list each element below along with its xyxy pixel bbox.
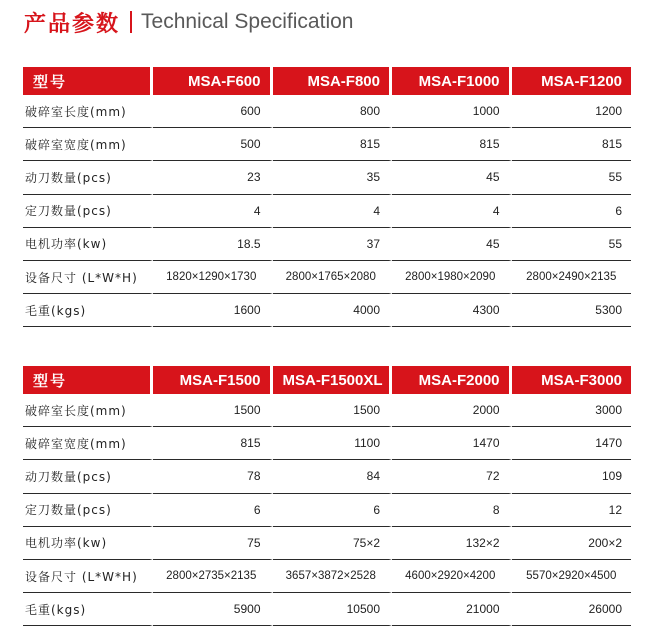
spec-table-1	[23, 67, 631, 327]
title-divider	[130, 11, 132, 33]
table-cell: 2800×2735×2135	[153, 560, 273, 593]
model-header-label: 型号	[23, 67, 153, 95]
table-cell: 45	[392, 161, 512, 194]
table-cell: 18.5	[153, 228, 273, 261]
table-cell: 815	[273, 128, 393, 161]
table-cell: 815	[153, 427, 273, 460]
model-column-header: MSA-F1000	[392, 67, 512, 95]
row-label: 破碎室宽度(mm)	[23, 128, 153, 161]
table-cell: 75	[153, 527, 273, 560]
table-cell: 6	[273, 494, 393, 527]
table-cell: 84	[273, 460, 393, 493]
table-cell: 109	[512, 460, 632, 493]
table-cell: 2800×2490×2135	[512, 261, 632, 294]
model-column-header: MSA-F1500	[153, 366, 273, 394]
table-row	[23, 294, 631, 327]
row-label: 设备尺寸 (L*W*H)	[23, 560, 153, 593]
table-cell: 4	[153, 195, 273, 228]
table-row	[23, 560, 631, 593]
table-cell: 12	[512, 494, 632, 527]
table-cell: 72	[392, 460, 512, 493]
row-label: 设备尺寸 (L*W*H)	[23, 261, 153, 294]
table-cell: 2800×1765×2080	[273, 261, 393, 294]
table-cell: 26000	[512, 593, 632, 626]
spec-table-2	[23, 366, 631, 626]
model-header-label: 型号	[23, 366, 153, 394]
table-cell: 1500	[273, 394, 393, 427]
model-column-header: MSA-F1200	[512, 67, 632, 95]
table-row	[23, 95, 631, 128]
row-label: 破碎室长度(mm)	[23, 95, 153, 128]
table-row	[23, 261, 631, 294]
table-row	[23, 394, 631, 427]
model-column-header: MSA-F1500XL	[273, 366, 393, 394]
row-label: 定刀数量(pcs)	[23, 195, 153, 228]
table-cell: 21000	[392, 593, 512, 626]
table-row	[23, 460, 631, 493]
table-cell: 4	[392, 195, 512, 228]
row-label: 毛重(kgs)	[23, 593, 153, 626]
row-label: 破碎室长度(mm)	[23, 394, 153, 427]
table-cell: 500	[153, 128, 273, 161]
table-cell: 5900	[153, 593, 273, 626]
table-cell: 78	[153, 460, 273, 493]
table-cell: 1470	[512, 427, 632, 460]
page-title-english: Technical Specification	[141, 10, 354, 33]
table-cell: 1000	[392, 95, 512, 128]
table-cell: 6	[512, 195, 632, 228]
table-header-row	[23, 67, 631, 95]
table-cell: 3000	[512, 394, 632, 427]
table-row	[23, 494, 631, 527]
table-row	[23, 593, 631, 626]
model-column-header: MSA-F2000	[392, 366, 512, 394]
row-label: 动刀数量(pcs)	[23, 161, 153, 194]
table-cell: 35	[273, 161, 393, 194]
table-cell: 132×2	[392, 527, 512, 560]
table-cell: 200×2	[512, 527, 632, 560]
table-cell: 1470	[392, 427, 512, 460]
row-label: 定刀数量(pcs)	[23, 494, 153, 527]
table-cell: 2000	[392, 394, 512, 427]
table-cell: 2800×1980×2090	[392, 261, 512, 294]
table-cell: 5570×2920×4500	[512, 560, 632, 593]
table-cell: 815	[392, 128, 512, 161]
table-cell: 4600×2920×4200	[392, 560, 512, 593]
table-cell: 4300	[392, 294, 512, 327]
table-cell: 4000	[273, 294, 393, 327]
table-cell: 4	[273, 195, 393, 228]
table-cell: 6	[153, 494, 273, 527]
table-row	[23, 427, 631, 460]
page-header	[24, 6, 353, 38]
table-cell: 1500	[153, 394, 273, 427]
table-cell: 5300	[512, 294, 632, 327]
table-row	[23, 527, 631, 560]
model-column-header: MSA-F600	[153, 67, 273, 95]
table-cell: 1820×1290×1730	[153, 261, 273, 294]
row-label: 电机功率(kw)	[23, 527, 153, 560]
table-cell: 800	[273, 95, 393, 128]
table-header-row	[23, 366, 631, 394]
table-cell: 37	[273, 228, 393, 261]
table-cell: 23	[153, 161, 273, 194]
table-cell: 1200	[512, 95, 632, 128]
table-cell: 600	[153, 95, 273, 128]
table-cell: 45	[392, 228, 512, 261]
table-cell: 815	[512, 128, 632, 161]
table-row	[23, 195, 631, 228]
table-cell: 8	[392, 494, 512, 527]
row-label: 电机功率(kw)	[23, 228, 153, 261]
table-cell: 3657×3872×2528	[273, 560, 393, 593]
row-label: 动刀数量(pcs)	[23, 460, 153, 493]
table-cell: 1100	[273, 427, 393, 460]
page-title-chinese: 产品参数	[24, 11, 121, 37]
table-row	[23, 128, 631, 161]
model-column-header: MSA-F800	[273, 67, 393, 95]
table-cell: 55	[512, 161, 632, 194]
table-row	[23, 228, 631, 261]
table-cell: 75×2	[273, 527, 393, 560]
table-cell: 1600	[153, 294, 273, 327]
table-cell: 55	[512, 228, 632, 261]
table-row	[23, 161, 631, 194]
row-label: 破碎室宽度(mm)	[23, 427, 153, 460]
model-column-header: MSA-F3000	[512, 366, 632, 394]
row-label: 毛重(kgs)	[23, 294, 153, 327]
table-cell: 10500	[273, 593, 393, 626]
